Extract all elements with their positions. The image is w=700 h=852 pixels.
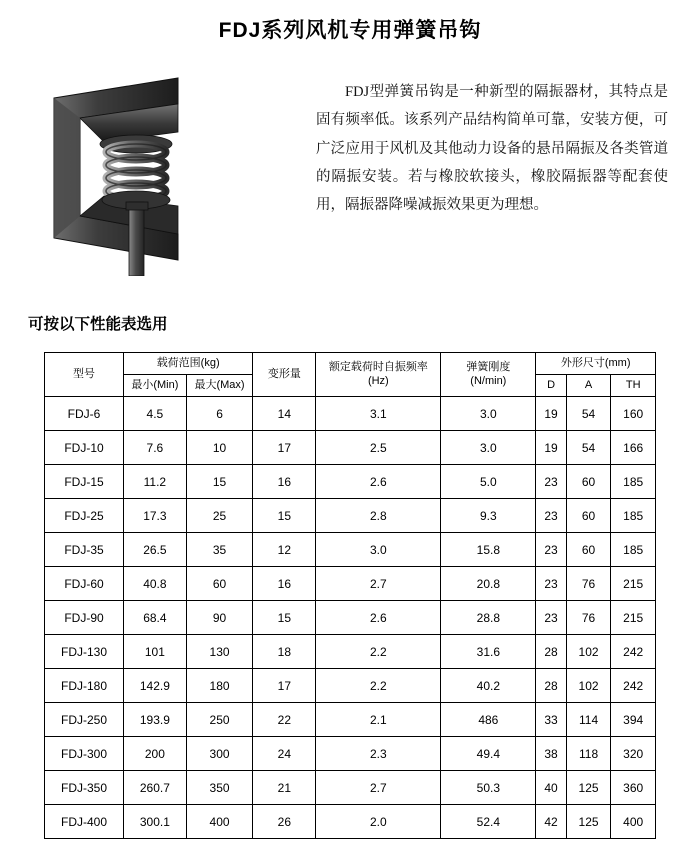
section-title: 可按以下性能表选用 [28, 316, 168, 333]
cell-dim-a: 54 [566, 397, 611, 431]
cell-load-min: 101 [124, 635, 187, 669]
cell-dim-a: 60 [566, 499, 611, 533]
cell-load-min: 7.6 [124, 431, 187, 465]
cell-frequency: 2.6 [316, 601, 441, 635]
table-row [45, 635, 656, 669]
cell-frequency: 2.0 [316, 805, 441, 839]
table-row [45, 499, 656, 533]
cell-stiffness: 50.3 [441, 771, 536, 805]
col-deformation: 变形量 [253, 353, 316, 397]
table-row [45, 669, 656, 703]
cell-model: FDJ-6 [45, 397, 124, 431]
cell-dim-d: 38 [536, 737, 566, 771]
col-stiffness-unit: (N/min) [470, 374, 507, 387]
col-frequency-unit: (Hz) [367, 374, 389, 387]
specification-table [44, 352, 656, 839]
cell-dim-th: 185 [611, 533, 656, 567]
cell-load-max: 300 [186, 737, 253, 771]
cell-load-max: 6 [186, 397, 253, 431]
page-title: FDJ系列风机专用弹簧吊钩 [218, 19, 482, 42]
cell-model: FDJ-90 [45, 601, 124, 635]
cell-model: FDJ-180 [45, 669, 124, 703]
cell-frequency: 2.7 [316, 567, 441, 601]
table-row [45, 771, 656, 805]
cell-model: FDJ-60 [45, 567, 124, 601]
col-model: 型号 [45, 353, 124, 397]
cell-frequency: 2.3 [316, 737, 441, 771]
cell-load-max: 25 [186, 499, 253, 533]
cell-load-max: 90 [186, 601, 253, 635]
cell-frequency: 3.0 [316, 533, 441, 567]
cell-dim-th: 242 [611, 669, 656, 703]
cell-model: FDJ-250 [45, 703, 124, 737]
cell-dim-th: 320 [611, 737, 656, 771]
cell-dim-d: 28 [536, 669, 566, 703]
cell-model: FDJ-10 [45, 431, 124, 465]
col-dim-a: A [566, 375, 611, 397]
cell-stiffness: 40.2 [441, 669, 536, 703]
cell-load-min: 200 [124, 737, 187, 771]
cell-dim-d: 23 [536, 533, 566, 567]
table-row [45, 703, 656, 737]
product-overview-section [0, 66, 700, 276]
cell-load-min: 193.9 [124, 703, 187, 737]
cell-frequency: 2.7 [316, 771, 441, 805]
col-frequency-label: 额定载荷时自振频率 [328, 360, 428, 373]
cell-dim-d: 23 [536, 601, 566, 635]
cell-deformation: 16 [253, 567, 316, 601]
col-load-max: 最大(Max) [186, 375, 253, 397]
cell-model: FDJ-300 [45, 737, 124, 771]
product-description-text: FDJ型弹簧吊钩是一种新型的隔振器材，其特点是固有频率低。该系列产品结构简单可靠，安装方便，可广泛应用于风机及其他动力设备的悬吊隔振及各类管道的隔振安装。若与橡胶软接头，橡胶隔振器等配套使用，隔振器降噪减振效果更为理想。 [316, 84, 668, 214]
cell-stiffness: 28.8 [441, 601, 536, 635]
cell-stiffness: 3.0 [441, 397, 536, 431]
cell-stiffness: 5.0 [441, 465, 536, 499]
cell-dim-a: 54 [566, 431, 611, 465]
cell-dim-th: 394 [611, 703, 656, 737]
cell-dim-d: 23 [536, 567, 566, 601]
document-page [0, 14, 700, 852]
cell-deformation: 15 [253, 499, 316, 533]
cell-dim-d: 23 [536, 465, 566, 499]
cell-deformation: 15 [253, 601, 316, 635]
cell-load-max: 400 [186, 805, 253, 839]
cell-stiffness: 52.4 [441, 805, 536, 839]
cell-stiffness: 486 [441, 703, 536, 737]
col-dim-th: TH [611, 375, 656, 397]
cell-stiffness: 31.6 [441, 635, 536, 669]
cell-load-min: 4.5 [124, 397, 187, 431]
cell-load-min: 300.1 [124, 805, 187, 839]
cell-stiffness: 9.3 [441, 499, 536, 533]
cell-frequency: 2.5 [316, 431, 441, 465]
cell-dim-d: 19 [536, 431, 566, 465]
cell-deformation: 24 [253, 737, 316, 771]
table-row [45, 465, 656, 499]
spring-hanger-illustration [26, 66, 316, 276]
cell-dim-a: 60 [566, 465, 611, 499]
cell-load-max: 250 [186, 703, 253, 737]
cell-model: FDJ-400 [45, 805, 124, 839]
col-stiffness [441, 353, 536, 397]
cell-stiffness: 3.0 [441, 431, 536, 465]
cell-model: FDJ-15 [45, 465, 124, 499]
cell-deformation: 12 [253, 533, 316, 567]
cell-deformation: 26 [253, 805, 316, 839]
cell-dim-th: 215 [611, 601, 656, 635]
table-row [45, 397, 656, 431]
cell-stiffness: 20.8 [441, 567, 536, 601]
cell-deformation: 16 [253, 465, 316, 499]
cell-dim-th: 166 [611, 431, 656, 465]
cell-dim-a: 60 [566, 533, 611, 567]
cell-load-max: 130 [186, 635, 253, 669]
col-dim-d: D [536, 375, 566, 397]
cell-dim-a: 114 [566, 703, 611, 737]
cell-load-max: 10 [186, 431, 253, 465]
col-frequency [316, 353, 441, 397]
cell-deformation: 21 [253, 771, 316, 805]
cell-load-min: 68.4 [124, 601, 187, 635]
cell-load-min: 26.5 [124, 533, 187, 567]
cell-frequency: 3.1 [316, 397, 441, 431]
col-dimensions: 外形尺寸(mm) [536, 353, 656, 375]
table-row [45, 737, 656, 771]
cell-dim-a: 102 [566, 635, 611, 669]
cell-frequency: 2.2 [316, 669, 441, 703]
col-load-range: 载荷范围(kg) [124, 353, 253, 375]
cell-dim-th: 242 [611, 635, 656, 669]
cell-frequency: 2.8 [316, 499, 441, 533]
cell-model: FDJ-350 [45, 771, 124, 805]
table-body [45, 397, 656, 839]
cell-dim-d: 33 [536, 703, 566, 737]
cell-dim-d: 19 [536, 397, 566, 431]
cell-load-min: 17.3 [124, 499, 187, 533]
table-row [45, 533, 656, 567]
cell-dim-th: 185 [611, 465, 656, 499]
cell-load-min: 11.2 [124, 465, 187, 499]
cell-dim-d: 42 [536, 805, 566, 839]
cell-model: FDJ-25 [45, 499, 124, 533]
cell-dim-a: 102 [566, 669, 611, 703]
cell-deformation: 14 [253, 397, 316, 431]
table-row [45, 431, 656, 465]
cell-load-min: 260.7 [124, 771, 187, 805]
cell-load-max: 180 [186, 669, 253, 703]
cell-dim-th: 360 [611, 771, 656, 805]
cell-load-max: 350 [186, 771, 253, 805]
table-row [45, 805, 656, 839]
cell-model: FDJ-130 [45, 635, 124, 669]
cell-dim-a: 125 [566, 771, 611, 805]
col-load-min: 最小(Min) [124, 375, 187, 397]
cell-load-max: 35 [186, 533, 253, 567]
cell-load-max: 60 [186, 567, 253, 601]
cell-dim-th: 160 [611, 397, 656, 431]
cell-deformation: 17 [253, 431, 316, 465]
cell-load-max: 15 [186, 465, 253, 499]
table-row [45, 601, 656, 635]
cell-deformation: 22 [253, 703, 316, 737]
cell-deformation: 18 [253, 635, 316, 669]
cell-dim-a: 118 [566, 737, 611, 771]
cell-dim-d: 28 [536, 635, 566, 669]
product-description [316, 66, 674, 219]
cell-load-min: 40.8 [124, 567, 187, 601]
col-stiffness-label: 弹簧刚度 [466, 360, 511, 373]
cell-model: FDJ-35 [45, 533, 124, 567]
cell-stiffness: 49.4 [441, 737, 536, 771]
cell-dim-a: 76 [566, 567, 611, 601]
cell-frequency: 2.1 [316, 703, 441, 737]
table-header-row-1 [45, 353, 656, 375]
cell-stiffness: 15.8 [441, 533, 536, 567]
cell-deformation: 17 [253, 669, 316, 703]
cell-dim-d: 23 [536, 499, 566, 533]
cell-dim-th: 400 [611, 805, 656, 839]
cell-frequency: 2.6 [316, 465, 441, 499]
cell-dim-a: 76 [566, 601, 611, 635]
table-row [45, 567, 656, 601]
cell-dim-d: 40 [536, 771, 566, 805]
cell-dim-th: 185 [611, 499, 656, 533]
cell-load-min: 142.9 [124, 669, 187, 703]
cell-dim-a: 125 [566, 805, 611, 839]
cell-dim-th: 215 [611, 567, 656, 601]
cell-frequency: 2.2 [316, 635, 441, 669]
table-header [45, 353, 656, 397]
